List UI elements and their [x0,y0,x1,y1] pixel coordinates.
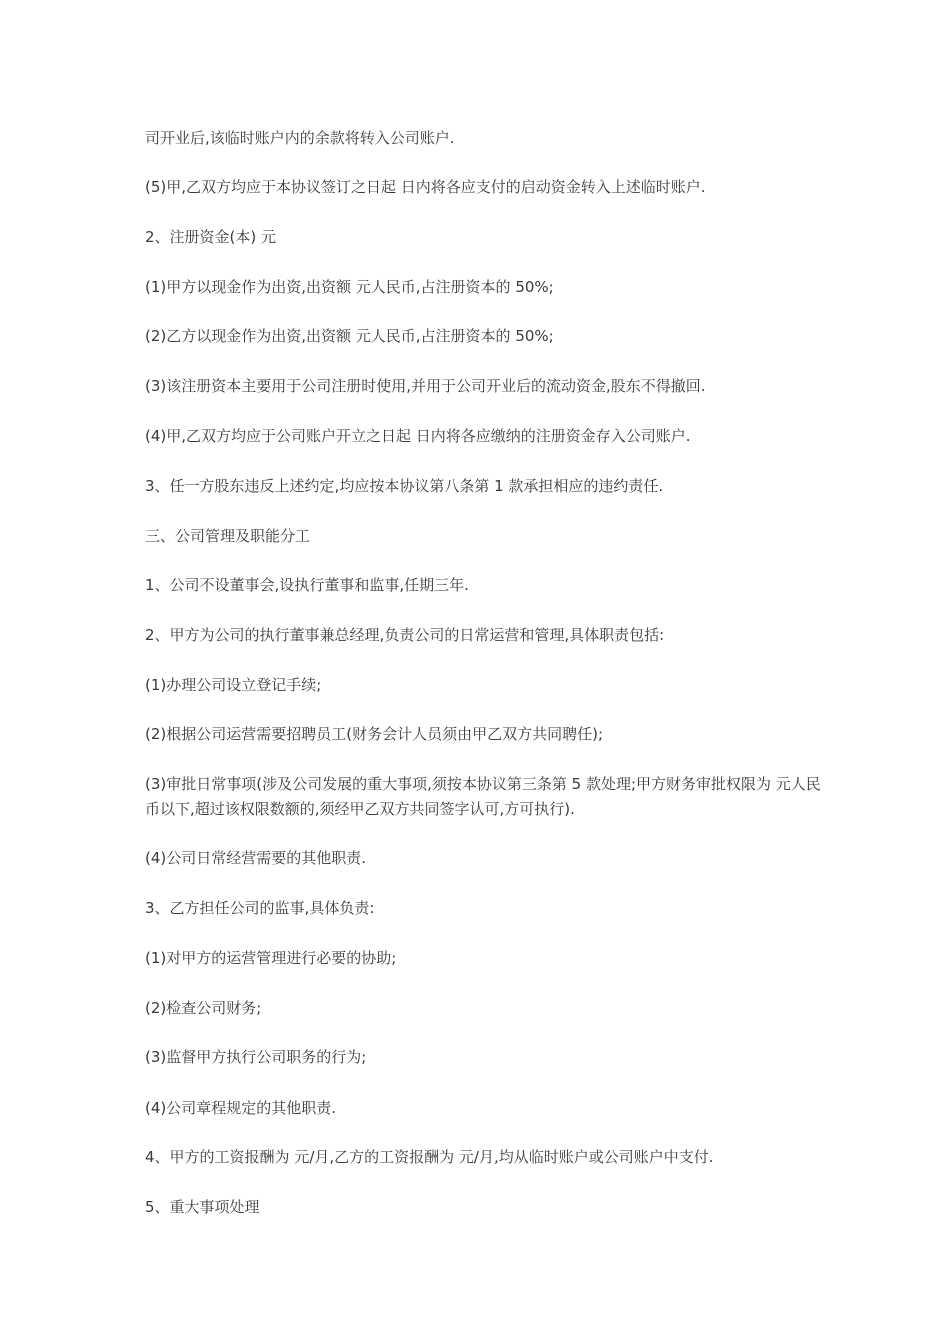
paragraph: (3)监督甲方执行公司职务的行为; [145,1048,367,1066]
paragraph: 4、甲方的工资报酬为 元/月,乙方的工资报酬为 元/月,均从临时账户或公司账户中支付. [145,1148,714,1166]
section-heading: 2、注册资金(本) 元 [145,228,277,246]
paragraph: (3)该注册资本主要用于公司注册时使用,并用于公司开业后的流动资金,股东不得撤回. [145,377,706,395]
paragraph: (2)检查公司财务; [145,999,262,1017]
section-heading: 三、公司管理及职能分工 [145,527,311,545]
paragraph: (5)甲,乙双方均应于本协议签订之日起 日内将各应支付的启动资金转入上述临时账户. [145,178,706,196]
paragraph: (4)甲,乙双方均应于公司账户开立之日起 日内将各应缴纳的注册资金存入公司账户. [145,427,691,445]
paragraph: (2)乙方以现金作为出资,出资额 元人民币,占注册资本的 50%; [145,327,554,345]
paragraph: 3、乙方担任公司的监事,具体负责: [145,899,375,917]
paragraph: (1)办理公司设立登记手续; [145,676,322,694]
paragraph: 司开业后,该临时账户内的余款将转入公司账户. [145,129,455,147]
paragraph: 5、重大事项处理 [145,1198,260,1216]
paragraph: (4)公司日常经营需要的其他职责. [145,849,367,867]
paragraph: 1、公司不设董事会,设执行董事和监事,任期三年. [145,576,469,594]
paragraph: 3、任一方股东违反上述约定,均应按本协议第八条第 1 款承担相应的违约责任. [145,477,664,495]
paragraph: (4)公司章程规定的其他职责. [145,1099,337,1117]
paragraph: (2)根据公司运营需要招聘员工(财务会计人员须由甲乙双方共同聘任); [145,725,604,743]
paragraph: (1)甲方以现金作为出资,出资额 元人民币,占注册资本的 50%; [145,278,554,296]
paragraph: (1)对甲方的运营管理进行必要的协助; [145,949,397,967]
paragraph: 2、甲方为公司的执行董事兼总经理,负责公司的日常运营和管理,具体职责包括: [145,626,665,644]
paragraph: (3)审批日常事项(涉及公司发展的重大事项,须按本协议第三条第 5 款处理;甲方财务审批权限为 元人民币以下,超过该权限数额的,须经甲乙双方共同签字认可,方可执行). [145,775,821,818]
